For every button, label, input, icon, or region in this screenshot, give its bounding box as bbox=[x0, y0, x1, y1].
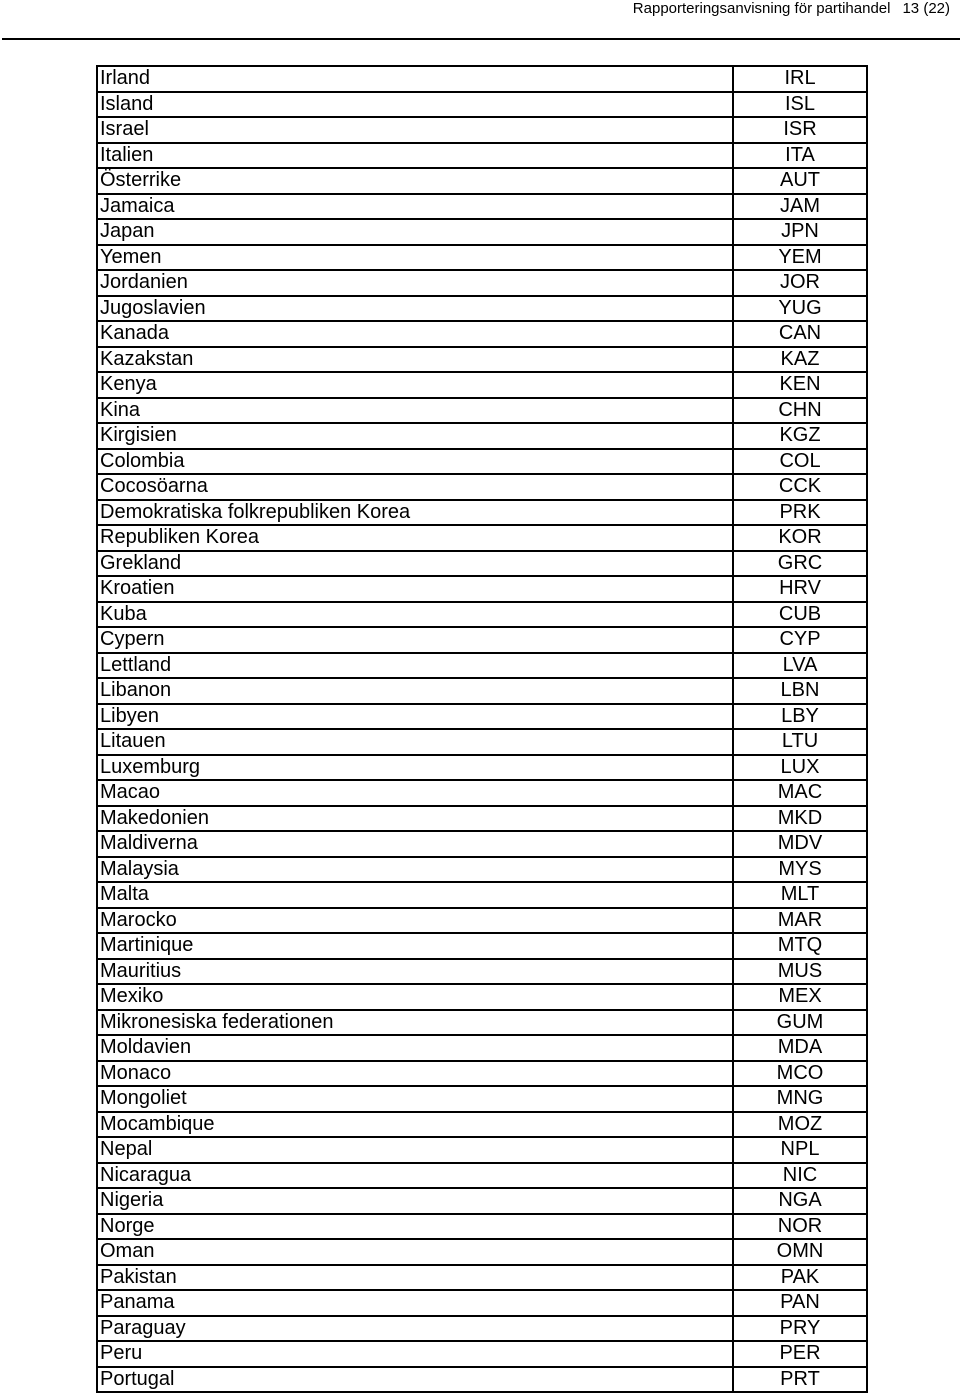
country-name-cell: Yemen bbox=[97, 245, 733, 271]
country-name-cell: Luxemburg bbox=[97, 755, 733, 781]
table-row bbox=[97, 423, 867, 449]
document-title: Rapporteringsanvisning för partihandel bbox=[632, 0, 891, 17]
country-code-cell: ITA bbox=[733, 143, 867, 169]
country-name-cell: Maldiverna bbox=[97, 831, 733, 857]
country-name-cell: Mexiko bbox=[97, 984, 733, 1010]
country-code-cell: KAZ bbox=[733, 347, 867, 373]
country-name-cell: Jordanien bbox=[97, 270, 733, 296]
country-name-cell: Kroatien bbox=[97, 576, 733, 602]
country-code-cell: LBY bbox=[733, 704, 867, 730]
country-name-cell: Kanada bbox=[97, 321, 733, 347]
country-code-cell: IRL bbox=[733, 66, 867, 92]
table-row bbox=[97, 143, 867, 169]
country-code-cell: ISL bbox=[733, 92, 867, 118]
country-name-cell: Moldavien bbox=[97, 1035, 733, 1061]
country-name-cell: Österrike bbox=[97, 168, 733, 194]
country-name-cell: Kenya bbox=[97, 372, 733, 398]
country-code-cell: NIC bbox=[733, 1163, 867, 1189]
country-code-cell: MKD bbox=[733, 806, 867, 832]
country-code-cell: CUB bbox=[733, 602, 867, 628]
country-code-cell: JPN bbox=[733, 219, 867, 245]
country-code-cell: MNG bbox=[733, 1086, 867, 1112]
country-code-cell: KGZ bbox=[733, 423, 867, 449]
country-name-cell: Israel bbox=[97, 117, 733, 143]
table-row bbox=[97, 984, 867, 1010]
country-name-cell: Lettland bbox=[97, 653, 733, 679]
country-name-cell: Marocko bbox=[97, 908, 733, 934]
country-code-cell: JOR bbox=[733, 270, 867, 296]
table-row bbox=[97, 755, 867, 781]
table-row bbox=[97, 1035, 867, 1061]
country-code-cell: MAC bbox=[733, 780, 867, 806]
page-number: 13 (22) bbox=[902, 0, 950, 17]
country-code-cell: OMN bbox=[733, 1239, 867, 1265]
table-row bbox=[97, 1188, 867, 1214]
table-row bbox=[97, 857, 867, 883]
table-row bbox=[97, 1163, 867, 1189]
country-code-cell: HRV bbox=[733, 576, 867, 602]
table-row bbox=[97, 1367, 867, 1393]
country-name-cell: Nigeria bbox=[97, 1188, 733, 1214]
table-row bbox=[97, 882, 867, 908]
table-row bbox=[97, 296, 867, 322]
table-row bbox=[97, 1239, 867, 1265]
table-row bbox=[97, 372, 867, 398]
country-name-cell: Colombia bbox=[97, 449, 733, 475]
table-row bbox=[97, 449, 867, 475]
country-name-cell: Kirgisien bbox=[97, 423, 733, 449]
table-row bbox=[97, 398, 867, 424]
country-code-cell: GRC bbox=[733, 551, 867, 577]
country-code-cell: PER bbox=[733, 1341, 867, 1367]
table-row bbox=[97, 117, 867, 143]
table-row bbox=[97, 959, 867, 985]
country-name-cell: Kina bbox=[97, 398, 733, 424]
country-name-cell: Litauen bbox=[97, 729, 733, 755]
country-code-cell: LVA bbox=[733, 653, 867, 679]
country-code-cell: NOR bbox=[733, 1214, 867, 1240]
table-row bbox=[97, 602, 867, 628]
country-name-cell: Nicaragua bbox=[97, 1163, 733, 1189]
country-name-cell: Peru bbox=[97, 1341, 733, 1367]
table-row bbox=[97, 245, 867, 271]
country-name-cell: Paraguay bbox=[97, 1316, 733, 1342]
table-row bbox=[97, 551, 867, 577]
country-code-table bbox=[96, 65, 868, 1393]
country-name-cell: Japan bbox=[97, 219, 733, 245]
table-row bbox=[97, 1265, 867, 1291]
country-code-cell: PAK bbox=[733, 1265, 867, 1291]
country-name-cell: Italien bbox=[97, 143, 733, 169]
country-code-cell: MDA bbox=[733, 1035, 867, 1061]
country-code-cell: CCK bbox=[733, 474, 867, 500]
country-code-cell: MCO bbox=[733, 1061, 867, 1087]
country-code-cell: LUX bbox=[733, 755, 867, 781]
country-name-cell: Mongoliet bbox=[97, 1086, 733, 1112]
country-name-cell: Martinique bbox=[97, 933, 733, 959]
country-name-cell: Kazakstan bbox=[97, 347, 733, 373]
table-row bbox=[97, 933, 867, 959]
country-code-cell: JAM bbox=[733, 194, 867, 220]
country-name-cell: Portugal bbox=[97, 1367, 733, 1393]
country-name-cell: Monaco bbox=[97, 1061, 733, 1087]
country-name-cell: Mocambique bbox=[97, 1112, 733, 1138]
country-code-cell: YUG bbox=[733, 296, 867, 322]
country-name-cell: Mikronesiska federationen bbox=[97, 1010, 733, 1036]
table-row bbox=[97, 1010, 867, 1036]
country-code-cell: MTQ bbox=[733, 933, 867, 959]
country-name-cell: Malta bbox=[97, 882, 733, 908]
country-name-cell: Makedonien bbox=[97, 806, 733, 832]
table-row bbox=[97, 66, 867, 92]
country-code-cell: CHN bbox=[733, 398, 867, 424]
country-code-cell: PRY bbox=[733, 1316, 867, 1342]
table-row bbox=[97, 780, 867, 806]
country-name-cell: Jamaica bbox=[97, 194, 733, 220]
country-code-cell: LBN bbox=[733, 678, 867, 704]
country-code-cell: MAR bbox=[733, 908, 867, 934]
country-code-cell: MDV bbox=[733, 831, 867, 857]
country-name-cell: Libyen bbox=[97, 704, 733, 730]
country-code-cell: MUS bbox=[733, 959, 867, 985]
country-table-body bbox=[97, 66, 867, 1392]
country-name-cell: Macao bbox=[97, 780, 733, 806]
table-row bbox=[97, 525, 867, 551]
country-code-cell: CYP bbox=[733, 627, 867, 653]
country-code-cell: MEX bbox=[733, 984, 867, 1010]
country-code-cell: NPL bbox=[733, 1137, 867, 1163]
country-code-cell: YEM bbox=[733, 245, 867, 271]
table-row bbox=[97, 219, 867, 245]
country-name-cell: Cocosöarna bbox=[97, 474, 733, 500]
country-name-cell: Irland bbox=[97, 66, 733, 92]
table-row bbox=[97, 729, 867, 755]
table-row bbox=[97, 576, 867, 602]
table-row bbox=[97, 168, 867, 194]
table-row bbox=[97, 678, 867, 704]
country-name-cell: Nepal bbox=[97, 1137, 733, 1163]
country-code-cell: PRT bbox=[733, 1367, 867, 1393]
country-code-cell: MLT bbox=[733, 882, 867, 908]
table-row bbox=[97, 1316, 867, 1342]
country-code-cell: PRK bbox=[733, 500, 867, 526]
table-row bbox=[97, 1341, 867, 1367]
country-name-cell: Jugoslavien bbox=[97, 296, 733, 322]
country-name-cell: Republiken Korea bbox=[97, 525, 733, 551]
country-name-cell: Island bbox=[97, 92, 733, 118]
country-name-cell: Demokratiska folkrepubliken Korea bbox=[97, 500, 733, 526]
country-name-cell: Malaysia bbox=[97, 857, 733, 883]
header-divider bbox=[2, 38, 960, 40]
country-code-cell: AUT bbox=[733, 168, 867, 194]
country-code-cell: CAN bbox=[733, 321, 867, 347]
country-code-cell: MYS bbox=[733, 857, 867, 883]
country-code-cell: KEN bbox=[733, 372, 867, 398]
country-name-cell: Mauritius bbox=[97, 959, 733, 985]
table-row bbox=[97, 908, 867, 934]
country-name-cell: Libanon bbox=[97, 678, 733, 704]
table-row bbox=[97, 653, 867, 679]
country-name-cell: Grekland bbox=[97, 551, 733, 577]
table-row bbox=[97, 1290, 867, 1316]
table-row bbox=[97, 92, 867, 118]
table-row bbox=[97, 1214, 867, 1240]
country-name-cell: Kuba bbox=[97, 602, 733, 628]
page-header bbox=[633, 0, 950, 18]
table-row bbox=[97, 1086, 867, 1112]
country-code-cell: GUM bbox=[733, 1010, 867, 1036]
country-name-cell: Panama bbox=[97, 1290, 733, 1316]
table-row bbox=[97, 1112, 867, 1138]
country-code-cell: LTU bbox=[733, 729, 867, 755]
country-code-cell: PAN bbox=[733, 1290, 867, 1316]
country-name-cell: Pakistan bbox=[97, 1265, 733, 1291]
table-row bbox=[97, 1061, 867, 1087]
country-code-cell: MOZ bbox=[733, 1112, 867, 1138]
country-name-cell: Cypern bbox=[97, 627, 733, 653]
country-code-cell: ISR bbox=[733, 117, 867, 143]
country-name-cell: Norge bbox=[97, 1214, 733, 1240]
country-code-cell: NGA bbox=[733, 1188, 867, 1214]
country-name-cell: Oman bbox=[97, 1239, 733, 1265]
table-row bbox=[97, 500, 867, 526]
table-row bbox=[97, 806, 867, 832]
table-row bbox=[97, 704, 867, 730]
table-row bbox=[97, 627, 867, 653]
table-row bbox=[97, 1137, 867, 1163]
country-code-cell: COL bbox=[733, 449, 867, 475]
table-row bbox=[97, 194, 867, 220]
table-row bbox=[97, 831, 867, 857]
country-code-cell: KOR bbox=[733, 525, 867, 551]
table-row bbox=[97, 474, 867, 500]
table-row bbox=[97, 270, 867, 296]
table-row bbox=[97, 347, 867, 373]
table-row bbox=[97, 321, 867, 347]
